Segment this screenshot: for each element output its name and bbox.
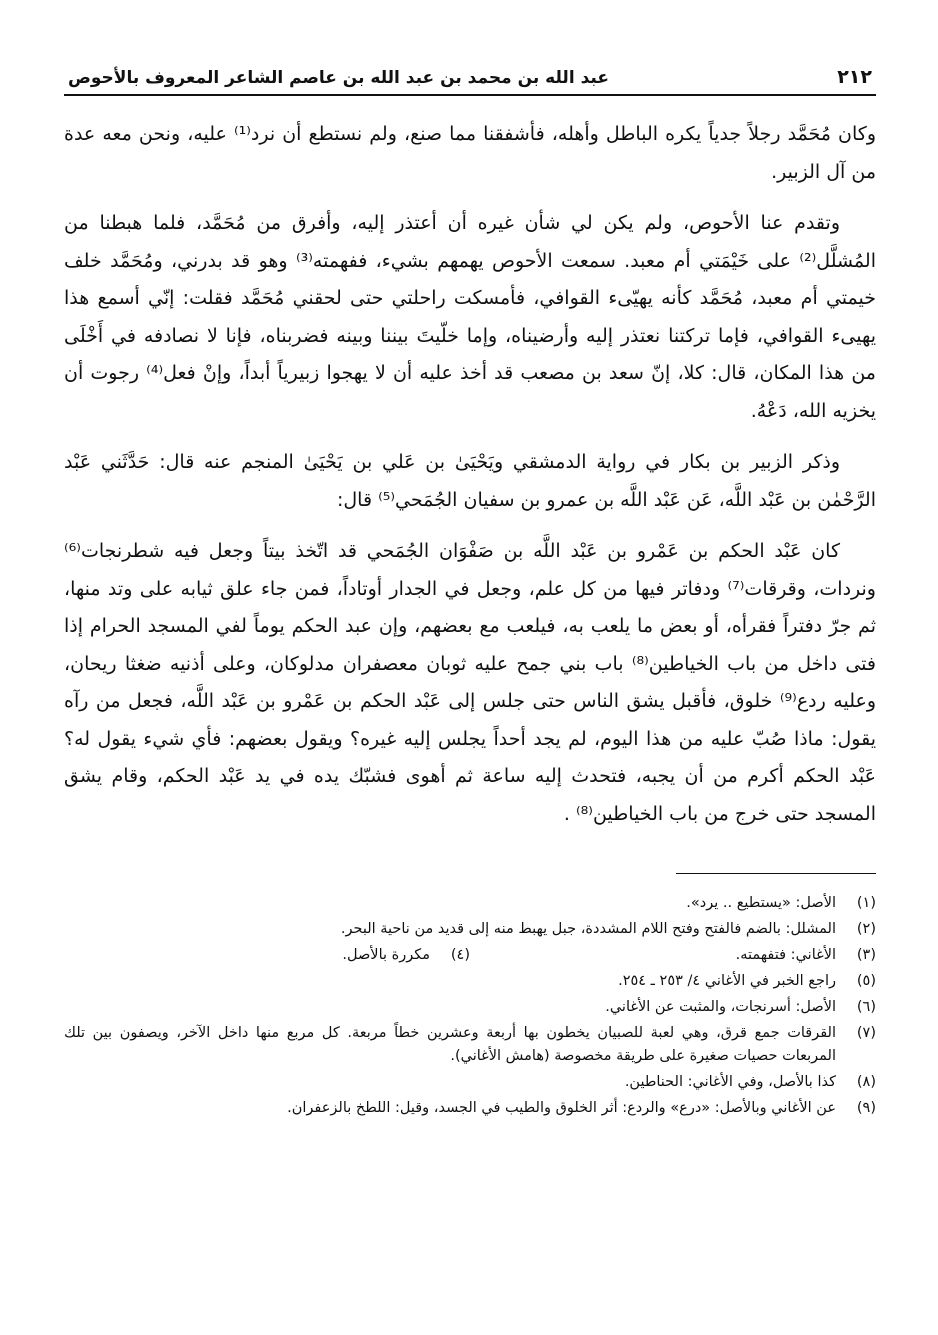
footnote-number: (٦) <box>856 999 876 1015</box>
footnote-separator <box>676 873 876 874</box>
footnote-text: عن الأغاني وبالأصل: «درع» والردع: أثر الخلوق والطيب في الجسد، وقيل: اللطخ بالزعفران. <box>287 1100 836 1116</box>
footnote-text: الأصل: أسرنجات، والمثبت عن الأغاني. <box>605 999 836 1015</box>
footnote-item <box>64 918 876 941</box>
footnote-text: الأغاني: فتفهمته. <box>735 947 836 963</box>
footnote-item <box>64 892 876 915</box>
paragraph: كان عَبْد الحكم بن عَمْرو بن عَبْد اللَّه بن صَفْوَان الجُمَحي قد اتّخذ بيتاً وجعل فيه شطرنجات⁽⁶⁾ ونردات، وقرقات⁽⁷⁾ ودفاتر فيها من كل علم، وجعل في الجدار أوتاداً، فمن جاء علق ثيابه على وتد منها، ثم جرّ دفتراً فقرأه، أو بعض ما يلعب به، فيلعب مع بعضهم، وإن عبد الحكم يوماً لفي المسجد الحرام إذا فتى داخل من باب الخياطين⁽⁸⁾ باب بني جمح عليه ثوبان معصفران مدلوكان، وعلى أذنيه ضغثا ريحان، وعليه ردع⁽⁹⁾ خلوق، فأقبل يشق الناس حتى جلس إلى عَبْد الحكم بن عَمْرو بن عَبْد اللَّه، فجعل من رآه يقول: ماذا صُبّ عليه من هذا اليوم، لم يجد أحداً يجلس إليه غيره؟ ويقول بعضهم: فأي شيء يقول له؟ عَبْد الحكم أكرم من أن يجبه، فتحدث إليه ساعة ثم أهوى فشبّك يده في يد عَبْد الحكم، وقام يشق المسجد حتى خرج من باب الخياطين⁽⁸⁾ . <box>64 540 876 825</box>
footnote-item <box>470 944 876 967</box>
footnote-number: (٥) <box>856 973 876 989</box>
main-text <box>64 116 876 833</box>
footnote-item-pair <box>64 944 876 967</box>
footnote-text: كذا بالأصل، وفي الأغاني: الحناطين. <box>624 1074 836 1090</box>
paragraph: وتقدم عنا الأحوص، ولم يكن لي شأن غيره أن أعتذر إليه، وأفرق من مُحَمَّد، فلما هبطنا من المُشلَّل⁽²⁾ على خَيْمَتي أم معبد. سمعت الأحوص يهمهم بشيء، ففهمته⁽³⁾ وهو قد بدرني، ومُحَمَّد خلف خيمتي أم معبد، مُحَمَّد كأنه يهيّىء القوافي، فأمسكت راحلتي حتى لحقني مُحَمَّد فقلت: إنّي أسمع هذا يهيىء القوافي، فإما تركتنا نعتذر إليه وأرضيناه، وإما خلّيتَ بيننا وبينه فضربناه، فإنا لا نصادفه في أَخْلَى من هذا المكان، قال: كلا، إنّ سعد بن مصعب قد أخذ عليه أن لا يهجوا زبيرياً أبداً، وإنْ فعل⁽⁴⁾ رجوت أن يخزيه الله، دَعْهُ. <box>64 212 876 422</box>
footnote-number: (٧) <box>856 1025 876 1041</box>
running-header <box>64 50 876 96</box>
paragraph: وكان مُحَمَّد رجلاً جدياً يكره الباطل وأهله، فأشفقنا مما صنع، ولم نستطع أن نرد⁽¹⁾ عليه، ونحن معه عدة من آل الزبير. <box>64 123 876 183</box>
footnote-text: المشلل: بالضم فالفتح وفتح اللام المشددة، جبل يهبط منه إلى قديد من ناحية البحر. <box>340 921 836 937</box>
footnote-item <box>64 1022 876 1068</box>
footnote-number: (٣) <box>856 947 876 963</box>
footnote-number: (١) <box>856 895 876 911</box>
footnote-item <box>64 970 876 993</box>
page-number: ٢١٢ <box>837 66 872 88</box>
footnote-number: (٩) <box>856 1100 876 1116</box>
paragraph: وذكر الزبير بن بكار في رواية الدمشقي ويَحْيَىٰ بن عَلي بن يَحْيَىٰ المنجم عنه قال: حَدَّثَني عَبْد الرَّحْمٰن بن عَبْد اللَّه، عَن عَبْد اللَّه بن عمرو بن سفيان الجُمَحي⁽⁵⁾ قال: <box>64 451 876 511</box>
footnote-text: القرقات جمع قرق، وهي لعبة للصبيان يخطون بها أربعة وعشرين خطاً مربعة. كل مربع منها داخل الآخر، ويصفون بين تلك المربعات حصيات صغيرة على طريقة مخصوصة (هامش الأغاني). <box>64 1025 836 1064</box>
footnotes-list <box>64 892 876 1120</box>
footnote-item <box>64 1097 876 1120</box>
running-title: عبد الله بن محمد بن عبد الله بن عاصم الشاعر المعروف بالأحوص <box>68 68 609 88</box>
book-page <box>64 50 876 1290</box>
footnote-number: (٢) <box>856 921 876 937</box>
footnote-item <box>64 944 470 967</box>
footnote-text: الأصل: «يستطيع .. يرد». <box>686 895 836 911</box>
footnote-item <box>64 1071 876 1094</box>
footnote-item <box>64 996 876 1019</box>
footnote-text: مكررة بالأصل. <box>342 947 430 963</box>
footnote-number: (٨) <box>856 1074 876 1090</box>
footnote-text: راجع الخبر في الأغاني ٤/ ٢٥٣ ـ ٢٥٤. <box>618 973 836 989</box>
footnote-number: (٤) <box>450 947 470 963</box>
